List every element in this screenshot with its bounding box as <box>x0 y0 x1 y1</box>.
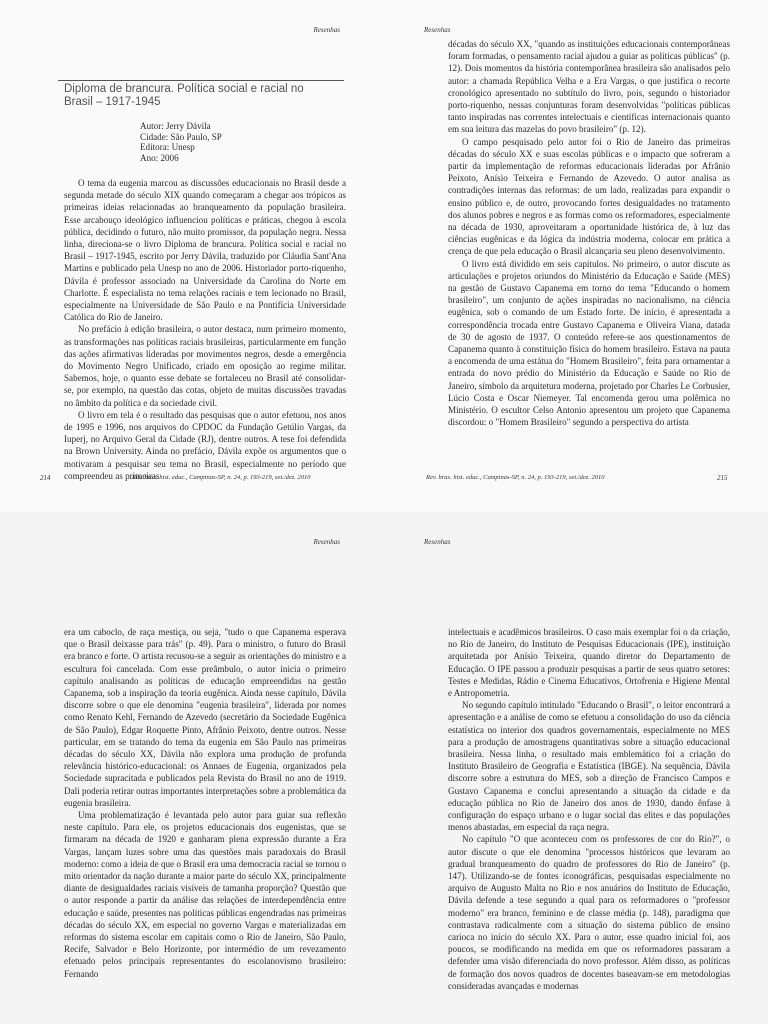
body-text <box>64 626 346 1024</box>
meta-publisher: Editora: Unesp <box>140 142 195 153</box>
page-217 <box>384 512 768 1024</box>
paragraph: O campo pesquisado pelo autor foi o Rio de Janeiro das primeiras décadas do século XX e suas escolas públicas e o impacto que sofreram a partir da implementação de reformas educacionais lideradas por Afrânio Peixoto, Anísio Teixeira e Fernando de Azevedo. O autor analisa as contradições internas das reformas: de um lado, realizadas para expandir o ensino público e, de outro, provocando fortes desigualdades no tratamento dos alunos pobres e negros e as formas como os reformadores, especialmente na década de 1930, aproveitaram a oportunidade histórica de, à luz das ciências eugênicas e da lógica da indústria moderna, colocar em prática a crença de que pela educação o Brasil alcançaria seu pleno desenvolvimento. <box>448 136 730 257</box>
paragraph: O tema da eugenia marcou as discussões educacionais no Brasil desde a segunda metade do século XIX quando começaram a chegar aos trópicos as primeiras ideias relacionadas ao branqueamento da população brasileira. Esse arcabouço ideológico influenciou políticas e práticas, chegou à escola pública, decidindo o futuro, não muito promissor, da população negra. Nessa linha, direciona-se o livro Diploma de brancura. Política social e racial no Brasil – 1917-1945, escrito por Jerry Dávila, traduzido por Cláudia Sant'Ana Martins e publicado pela Unesp no ano de 2006. Historiador porto-riquenho, Dávila é professor associado na Universidade da Carolina do Norte em Charlotte. É especialista no tema relações raciais e tem lecionado no Brasil, especialmente na Universidade de São Paulo e na Pontifícia Universidade Católica do Rio de Janeiro. <box>64 178 346 323</box>
paragraph: No segundo capítulo intitulado "Educando o Brasil", o leitor encontrará a apresentação e a análise de como se efetuou a consolidação do uso da ciência estatística no interior dos quadros governamentais, especialmente no MES para a produção de amostragens quantitativas sobre a situação educacional brasileira. Nessa linha, o resultado mais emblemático foi a criação do Instituto Brasileiro de Geografia e Estatística (IBGE). Na sequência, Dávila discorre sobre a estrutura do MES, sob a direção de Francisco Campos e Gustavo Capanema e conclui apresentando a situação da cidade e da educação pública no Rio de Janeiro dos anos de 1930, dando ênfase à configuração do espaço urbano e o lugar social das elites e das populações menos abastadas, em especial da raça negra. <box>448 700 730 833</box>
running-header: Resenhas <box>313 26 340 34</box>
running-header: Resenhas <box>313 538 340 546</box>
page-214 <box>0 0 384 512</box>
spread-2 <box>0 512 768 1024</box>
running-header: Resenhas <box>424 538 451 546</box>
journal-footer: Rev. bras. hist. educ., Campinas-SP, n. 24, p. 193-219, set./dez. 2010 <box>132 474 311 481</box>
journal-footer: Rev. bras. hist. educ., Campinas-SP, n. 24, p. 193-219, set./dez. 2010 <box>426 474 605 481</box>
meta-year: Ano: 2006 <box>140 152 179 163</box>
paragraph: era um caboclo, de raça mestiça, ou seja, "tudo o que Capanema esperava que o Brasil deixasse para trás" (p. 49). Para o ministro, o futuro do Brasil era branco e forte. O artista recusou-se a seguir as orientações do ministro e a escultura foi cancelada. Com esse preâmbulo, o autor inicia o primeiro capítulo analisando as políticas de educação empreendidas na gestão Capanema, sob a inspiração da teoria eugênica. Ainda nesse capítulo, Dávila discorre sobre o que ele denomina "eugenia brasileira", liderada por nomes como Renato Kehl, Fernando de Azevedo (secretário da Sociedade Eugênica de São Paulo), Edgar Roquette Pinto, Afrânio Peixoto, dentre outros. Nesse particular, em se tratando do tema da eugenia em São Paulo nas primeiras décadas do século XX, Dávila não explora uma produção de profunda relevância histórico-educacional: os Annaes de Eugenia, organizados pela Sociedade supracitada e publicados pela Revista do Brasil no ano de 1919. Dali poderia retirar outras importantes interpretações sobre a problemática da eugenia brasileira. <box>64 627 346 808</box>
paragraph: Uma problematização é levantada pelo autor para guiar sua reflexão neste capítulo. Para ele, os projetos educacionais dos eugenistas, que se firmaram na década de 1920 e ganharam plena expressão durante a Era Vargas, lançam luzes sobre uma das questões mais paradoxais do Brasil moderno: como a ideia de que o Brasil era uma democracia racial se tornou o mito orientador da nação durante a maior parte do século XX, principalmente diante de desigualdades raciais visíveis de tamanha proporção? Questão que o autor responde a partir da análise das relações de interdependência entre educação e saúde, presentes nas políticas públicas engendradas nas primeiras décadas do século XX, em especial no governo Vargas e materializadas em reformas do sistema escolar em capitais como o Rio de Janeiro, São Paulo, Recife, Salvador e Belo Horizonte, por intermédio de um revezamento efetuado pelos principais representantes do escolanovismo brasileiro: Fernando <box>64 810 346 979</box>
page-216 <box>0 512 384 1024</box>
paragraph: No capítulo "O que aconteceu com os professores de cor do Rio?", o autor discute o que ele denomina "processos históricos que levaram ao gradual branqueamento do quadro de professores do Rio de Janeiro" (p. 147). Utilizando-se de fontes iconográficas, pesquisadas especialmente no arquivo de Augusto Malta no Rio e nos anuários do Instituto de Educação, Dávila defende a tese segundo a qual para os reformadores o "professor moderno" era branco, feminino e de classe média (p. 148), paradigma que contrastava radicalmente com a situação do sistema público de ensino carioca no início do século XX. Para o autor, esse quadro inicial foi, aos poucos, se modificando na medida em que os reformadores passaram a defender uma visão diferenciada do novo professor. Além disso, as políticas de formação dos novos quadros de docentes baseavam-se em metodologias consideradas avançadas e modernas <box>448 834 730 991</box>
meta-city: Cidade: São Paulo, SP <box>140 131 222 142</box>
body-text <box>448 38 730 466</box>
paragraph: O livro em tela é o resultado das pesquisas que o autor efetuou, nos anos de 1995 e 1996, nos arquivos do CPDOC da Fundação Getúlio Vargas, da Iuperj, no Arquivo Geral da Cidade (RJ), dentre outros. A tese foi defendida na Brown University. Ainda no prefácio, Dávila expõe os argumentos que o motivaram a pesquisar seu tema no Brasil, especialmente no período que compreendeu as primeiras <box>64 409 346 481</box>
paragraph: No prefácio à edição brasileira, o autor destaca, num primeiro momento, as transformações nas políticas raciais brasileiras, particularmente em função das ações afirmativas lideradas por movimentos negros, desde a emergência do Movimento Negro Unificado, criado em oposição ao regime militar. Sabemos, hoje, o quanto esse debate se fortaleceu no Brasil até consolidar-se, por exemplo, na questão das cotas, objeto de muitas discussões travadas no âmbito da política e da sociedade civil. <box>64 324 346 408</box>
page-215 <box>384 0 768 512</box>
review-title: Diploma de brancura. Política social e racial no Brasil – 1917-1945 <box>64 83 304 108</box>
running-header: Resenhas <box>424 26 451 34</box>
title-rule <box>58 80 344 81</box>
page-number: 214 <box>40 474 51 482</box>
book-metadata <box>140 121 222 163</box>
paragraph: O livro está dividido em seis capítulos. No primeiro, o autor discute as articulações e projetos oriundos do Ministério da Educação e Saúde (MES) na gestão de Gustavo Capanema em torno do tema "Educando o homem brasileiro", um conjunto de ações inspiradas no nacionalismo, na ciência eugênica, sob o comando de um Estado forte. De início, é apresentada a correspondência trocada entre Gustavo Capanema e Oliveira Viana, datada de 30 de agosto de 1937. O conteúdo refere-se aos questionamentos de Capanema quanto à constituição física do homem brasileiro. Estava na pauta a encomenda de uma estátua do "Homem Brasileiro", feita para ornamentar a entrada do novo prédio do Ministério da Educação e Saúde no Rio de Janeiro, símbolo da arquitetura moderna, projetado por Charles Le Corbusier, Lúcio Costa e Oscar Niemeyer. Tal encomenda gerou uma polêmica no Ministério. O escultor Celso Antonio apresentou um projeto que Capanema discordou: o "Homem Brasileiro" segundo a perspectiva do artista <box>448 258 730 428</box>
paragraph: décadas do século XX, "quando as instituições educacionais contemporâneas foram formadas, o pensamento racial ajudou a guiar as políticas públicas" (p. 12). Dois momentos da história contemporânea brasileira são analisados pelo autor: a chamada República Velha e a Era Vargas, o que justifica o recorte cronológico apresentado no subtítulo do livro, pois, segundo o historiador porto-riquenho, nessas conjunturas foram desenvolvidas "políticas públicas tanto inspiradas nas correntes intelectuais e científicas internacionais quanto em sua leitura das mazelas do povo brasileiro" (p. 12). <box>448 39 730 135</box>
meta-author: Autor: Jerry Dávila <box>140 121 211 131</box>
paragraph: intelectuais e acadêmicos brasileiros. O caso mais exemplar foi o da criação, no Rio de Janeiro, do Instituto de Pesquisas Educacionais (IPE), instituição arquitetada por Anísio Teixeira, quando diretor do Departamento de Educação. O IPE passou a produzir pesquisas a partir de seus quatro setores: Testes e Medidas, Rádio e Cinema Educativos, Ortofrenia e Higiene Mental e Antropometria. <box>448 627 730 699</box>
page-number: 215 <box>717 474 728 482</box>
body-text <box>448 626 730 1024</box>
